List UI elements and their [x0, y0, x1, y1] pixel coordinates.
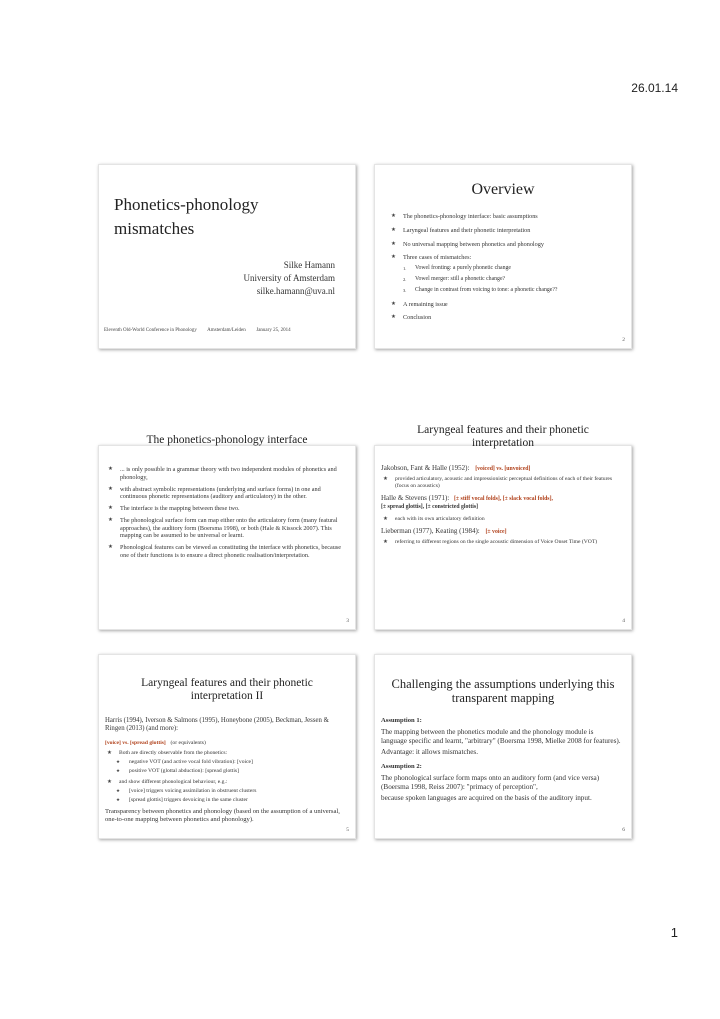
bullet-list — [381, 539, 623, 546]
bullet-item: ★ A remaining issue — [389, 301, 623, 309]
email: silke.hamann@uva.nl — [256, 286, 335, 296]
slide-footer — [104, 328, 291, 333]
assumption-text: The mapping between the phonetics module and the phonology module is language specific and learnt, "arbitrary" (Boersma 1998, Mielke 2008 for features). — [381, 728, 621, 746]
bullet-item: ★ Phonological features can be viewed as constituting the interface with phonetics, because one of their functions is to ensure a direct phonetic realisation/interpretation. — [106, 544, 345, 560]
sub-bullet-item: ★ positive VOT (glottal abduction): [spread glottis] — [115, 768, 347, 775]
slide-1 — [98, 164, 356, 349]
slide-3 — [98, 434, 356, 630]
slide-title: Phonetics-phonology mismatches — [114, 195, 259, 238]
numbered-list — [389, 265, 623, 295]
slide-4 — [374, 424, 632, 630]
bullet-item: ★ each with its own articulatory definition — [381, 516, 623, 523]
bullet-list — [381, 516, 623, 523]
reference-line: Lieberman (1977), Keating (1984): [± voice] — [381, 526, 507, 535]
affiliation: University of Amsterdam — [243, 273, 335, 283]
feature-label: [± voice] — [485, 528, 507, 535]
slide-title: The phonetics-phonology interface — [146, 434, 308, 446]
bullet-list — [389, 213, 623, 262]
sub-bullet-item: ★ [voice] triggers voicing assimilation in obstruent clusters — [115, 788, 347, 795]
bullet-item: ★ The phonological surface form can map either onto the articulatory form (many featural approaches), the auditory form (Boersma 1998), or both (Hale & Kissock 2007). This mapping can be assumed to be universal or learnt. — [106, 517, 345, 540]
page-number: 1 — [670, 925, 678, 940]
reference-line: Halle & Stevens (1971): [± stiff vocal folds], [± slack vocal folds], — [381, 494, 553, 503]
assumption-text: The phonological surface form maps onto an auditory form (and vice versa) (Boersma 1998, Reiss 2007): "primacy of perception", — [381, 774, 600, 792]
numbered-item: 1. Vowel fronting: a purely phonetic change — [403, 265, 511, 271]
slide-title: Challenging the assumptions underlying this transparent mapping — [391, 677, 615, 706]
feature-label: [± stiff vocal folds], [± slack vocal folds], — [454, 496, 553, 503]
bullet-item: ★ and show different phonological behaviour, e.g.: — [105, 779, 347, 786]
slide-6 — [374, 654, 632, 839]
numbered-item: 2. Vowel merger: still a phonetic change? — [403, 276, 506, 283]
bullet-item: ★ The phonetics-phonology interface: basic assumptions — [389, 213, 623, 221]
slide-number: 4 — [622, 618, 625, 624]
feature-label: [voice] vs. [spread glottis] — [105, 739, 166, 746]
bullet-item: ★ Laryngeal features and their phonetic interpretation — [389, 227, 623, 235]
slide-number: 2 — [622, 337, 625, 343]
assumption-heading: Assumption 2: — [381, 763, 422, 771]
bullet-list — [105, 750, 347, 804]
slide-2 — [374, 164, 632, 349]
assumption-text-continued: because spoken languages are acquired on the basis of the auditory input. — [381, 794, 592, 803]
sub-bullet-item: ★ [spread glottis] triggers devoicing in the same cluster — [115, 797, 347, 804]
assumption-heading: Assumption 1: — [381, 717, 422, 724]
slide-number: 3 — [346, 618, 349, 624]
slide-number: 6 — [622, 827, 625, 833]
bullet-item: ★ Three cases of mismatches: — [389, 254, 623, 262]
slide-5 — [98, 654, 356, 839]
footer-conference: Eleventh Old-World Conference in Phonology — [104, 328, 197, 333]
bullet-item: ★ Both are directly observable from the phonetics: — [105, 750, 347, 757]
bullet-item: ★ No universal mapping between phonetics and phonology — [389, 241, 623, 249]
bullet-item: ★ with abstract symbolic representations (underlying and surface forms) in one and continuous phonetic representations (auditory and articulatory) in the other. — [106, 486, 345, 502]
references-text: Harris (1994), Iverson & Salmons (1995), Honeybone (2005), Beckman, Jessen & Ringen (2013) (and more): — [105, 717, 329, 733]
slide-title: Overview — [471, 181, 535, 198]
sub-bullet-item: ★ negative VOT (and active vocal fold vibration): [voice] — [115, 759, 347, 766]
footer-date: January 25, 2014 — [256, 328, 291, 333]
slide-title: Laryngeal features and their phonetic interpretation II — [141, 677, 313, 703]
advantage-text: Advantage: it allows mismatches. — [381, 748, 479, 757]
bullet-list — [389, 301, 623, 323]
feature-label: [voiced] vs. [unvoiced] — [475, 466, 531, 472]
conclusion-text: Transparency between phonetics and phonology (based on the assumption of a universal, one-to-one mapping between phonetics and phonology). — [105, 807, 340, 824]
bullet-list — [106, 466, 345, 560]
bullet-item: ★ The interface is the mapping between these two. — [106, 505, 345, 513]
bullet-item: ★ Conclusion — [389, 314, 623, 322]
author-name: Silke Hamann — [283, 260, 335, 270]
slide-title: Laryngeal features and their phonetic interpretation — [417, 424, 589, 450]
page-header-date: 26.01.14 — [631, 81, 678, 95]
bullet-item: ★ referring to different regions on the single acoustic dimension of Voice Onset Time (VOT) — [381, 539, 623, 546]
reference-line: Jakobson, Fant & Halle (1952): [voiced] vs. [unvoiced] — [381, 464, 531, 472]
feature-line: [voice] vs. [spread glottis] (or equivalents) — [105, 739, 206, 746]
footer-place: Amsterdam/Leiden — [207, 328, 246, 333]
feature-label: [± spread glottis], [± constricted glottis] — [381, 504, 479, 511]
bullet-item: ★ provided articulatory, acoustic and impressionistic perceptual definitions of each of their features (focus on acoustics) — [381, 476, 623, 490]
slide-number: 5 — [346, 827, 349, 833]
numbered-item: 3. Change in contrast from voicing to tone: a phonetic change?? — [403, 287, 558, 294]
bullet-item: ★ ... is only possible in a grammar theory with two independent modules of phonetics and phonology, — [106, 466, 345, 482]
bullet-list — [381, 476, 623, 490]
